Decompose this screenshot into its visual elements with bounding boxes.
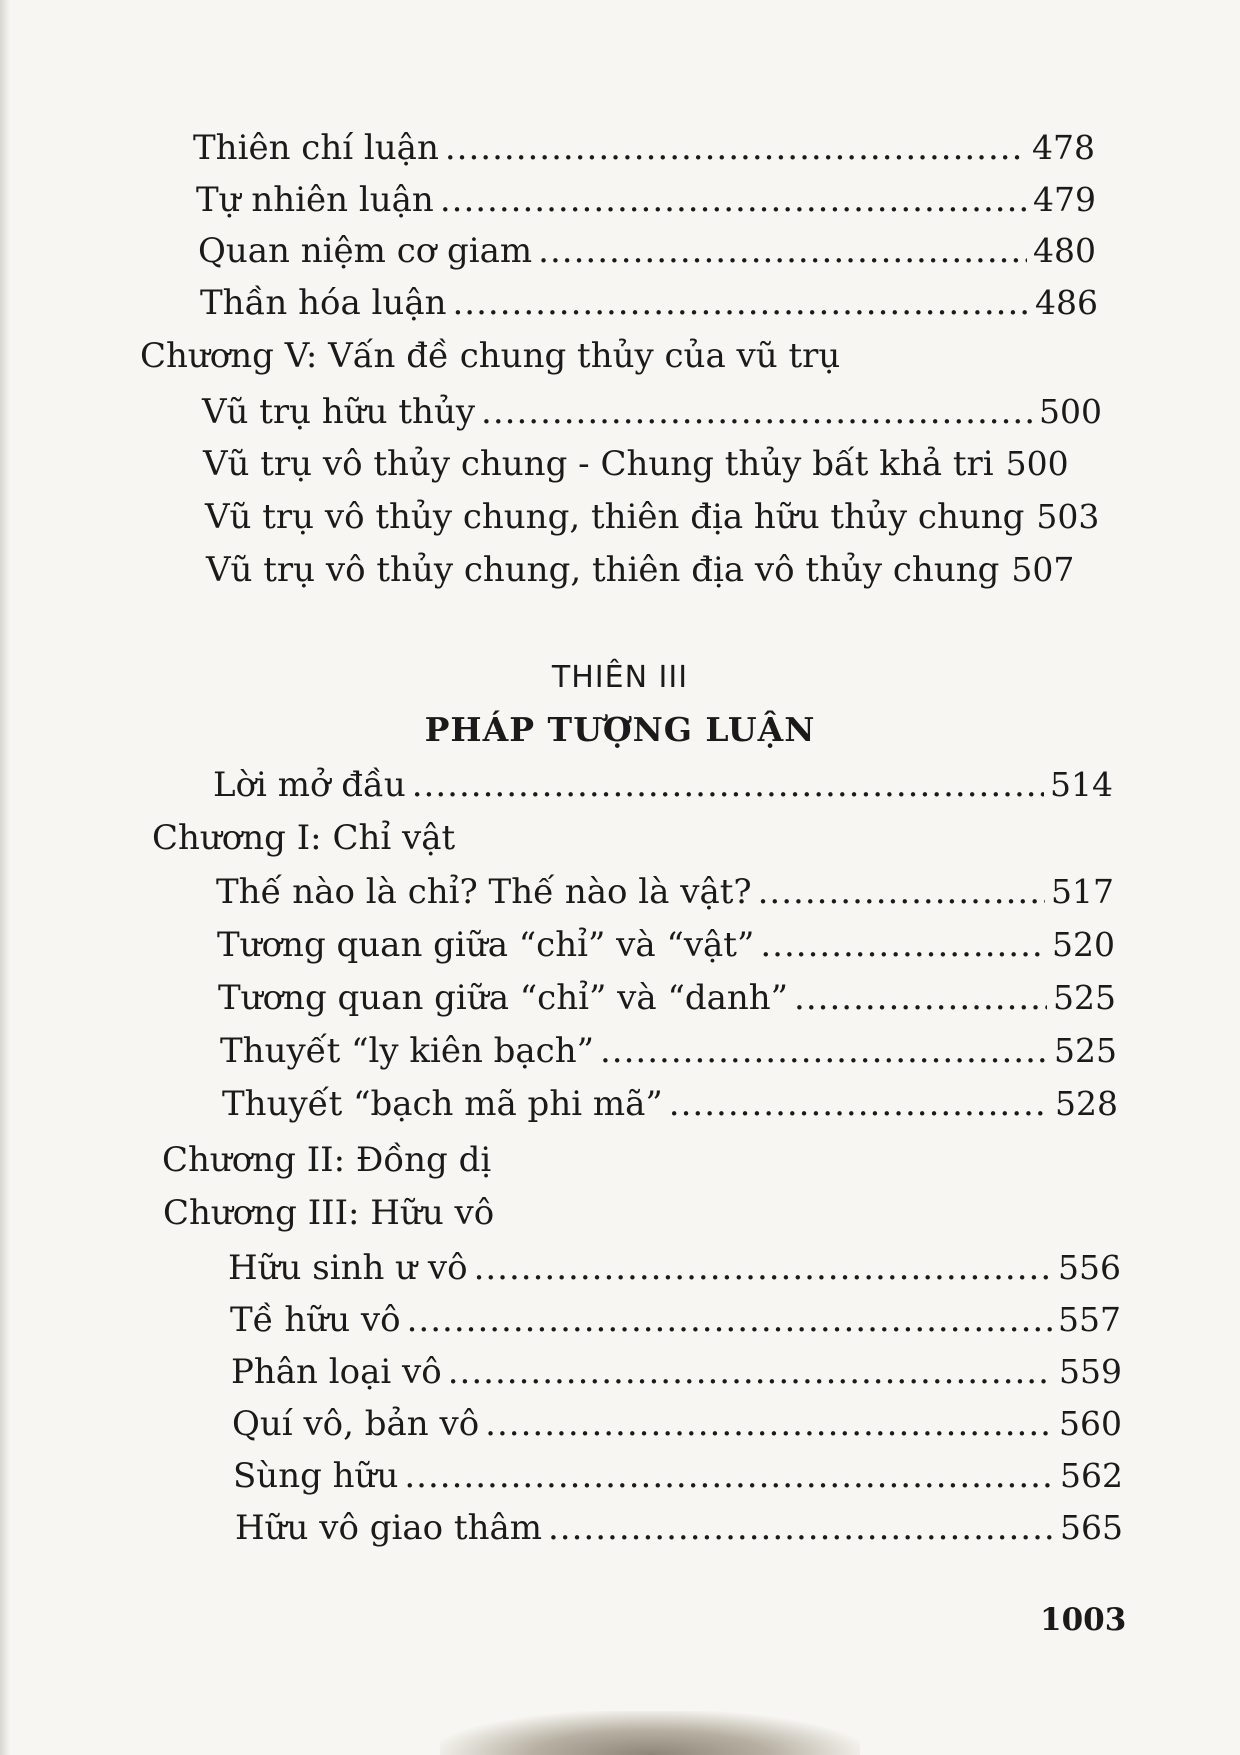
dot-leader bbox=[445, 128, 1026, 168]
toc-entry-page: 528 bbox=[1055, 1084, 1118, 1123]
toc-entry-page: 486 bbox=[1035, 283, 1098, 322]
chapter-heading: Chương III: Hữu vô bbox=[163, 1193, 495, 1233]
toc-entry-title: Hữu vô giao thâm bbox=[235, 1508, 542, 1548]
scan-shadow bbox=[440, 1711, 860, 1755]
toc-entry bbox=[203, 444, 1069, 484]
dot-leader bbox=[485, 1404, 1053, 1444]
toc-entry-title: Tề hữu vô bbox=[230, 1300, 401, 1340]
toc-entry-page: 560 bbox=[1059, 1404, 1122, 1443]
toc-entry-page: 562 bbox=[1060, 1456, 1123, 1495]
toc-entry bbox=[205, 497, 1099, 537]
chapter-heading: Chương I: Chỉ vật bbox=[152, 818, 456, 858]
dot-leader bbox=[412, 765, 1044, 805]
dot-leader bbox=[453, 283, 1030, 323]
toc-entry bbox=[193, 128, 1095, 168]
toc-entry-page: 556 bbox=[1058, 1248, 1121, 1287]
toc-entry-title: Sùng hữu bbox=[233, 1456, 399, 1496]
toc-entry bbox=[202, 392, 1102, 432]
toc-entry-title: Lời mở đầu bbox=[213, 765, 406, 805]
dot-leader bbox=[548, 1508, 1054, 1548]
toc-entry-title: Quí vô, bản vô bbox=[232, 1404, 480, 1444]
page-number: 1003 bbox=[1040, 1602, 1127, 1638]
dot-leader bbox=[404, 1456, 1054, 1496]
toc-entry-title: Hữu sinh ư vô bbox=[228, 1248, 468, 1288]
toc-entry-page: 557 bbox=[1058, 1300, 1121, 1339]
chapter-heading: Chương II: Đồng dị bbox=[162, 1140, 492, 1180]
toc-entry-title: Vũ trụ vô thủy chung, thiên địa vô thủy chung bbox=[206, 550, 1000, 590]
toc-entry bbox=[200, 283, 1098, 323]
toc-entry bbox=[228, 1248, 1121, 1288]
toc-entry bbox=[198, 231, 1096, 271]
toc-entry-page: 503 bbox=[1036, 497, 1100, 536]
part-label: THIÊN III bbox=[551, 660, 689, 695]
toc-entry-page: 478 bbox=[1032, 128, 1095, 167]
dot-leader bbox=[481, 392, 1033, 432]
toc-entry-title: Vũ trụ vô thủy chung - Chung thủy bất khả tri bbox=[203, 444, 994, 484]
toc-entry-title: Thuyết “bạch mã phi mã” bbox=[222, 1084, 663, 1124]
toc-entry-page: 525 bbox=[1053, 978, 1116, 1017]
toc-entry-page: 479 bbox=[1033, 180, 1096, 219]
toc-entry-page: 517 bbox=[1051, 872, 1114, 911]
toc-entry bbox=[196, 180, 1096, 220]
toc-entry bbox=[222, 1084, 1118, 1124]
dot-leader bbox=[794, 978, 1047, 1018]
toc-entry-title: Thuyết “ly kiên bạch” bbox=[220, 1031, 594, 1071]
toc-entry bbox=[213, 765, 1113, 805]
part-title: PHÁP TƯỢNG LUẬN bbox=[424, 710, 816, 749]
dot-leader bbox=[474, 1248, 1052, 1288]
toc-entry-title: Thiên chí luận bbox=[193, 128, 439, 168]
toc-entry-page: 500 bbox=[1039, 392, 1102, 431]
dot-leader bbox=[760, 925, 1046, 965]
dot-leader bbox=[407, 1300, 1052, 1340]
toc-entry-title: Tự nhiên luận bbox=[196, 180, 434, 220]
toc-entry-page: 565 bbox=[1060, 1508, 1123, 1547]
toc-entry bbox=[220, 1031, 1117, 1071]
toc-entry bbox=[233, 1456, 1123, 1496]
dot-leader bbox=[440, 180, 1027, 220]
dot-leader bbox=[538, 231, 1027, 271]
toc-entry bbox=[206, 550, 1074, 590]
toc-entry-title: Vũ trụ hữu thủy bbox=[202, 392, 476, 432]
toc-entry-page: 480 bbox=[1033, 231, 1096, 270]
toc-entry-page: 507 bbox=[1011, 550, 1075, 589]
toc-entry-title: Vũ trụ vô thủy chung, thiên địa hữu thủy chung bbox=[205, 497, 1025, 537]
dot-leader bbox=[600, 1031, 1048, 1071]
toc-entry-title: Thế nào là chỉ? Thế nào là vật? bbox=[216, 872, 752, 912]
toc-entry bbox=[231, 1352, 1122, 1392]
toc-entry-page: 500 bbox=[1005, 444, 1069, 483]
toc-entry-title: Quan niệm cơ giam bbox=[198, 231, 533, 271]
toc-entry bbox=[217, 925, 1115, 965]
toc-entry-title: Phân loại vô bbox=[231, 1352, 442, 1392]
dot-leader bbox=[669, 1084, 1049, 1124]
page-edge-shadow bbox=[0, 0, 10, 1755]
toc-entry-title: Tương quan giữa “chỉ” và “danh” bbox=[218, 978, 789, 1018]
toc-entry-page: 525 bbox=[1054, 1031, 1117, 1070]
toc-entry-page: 559 bbox=[1059, 1352, 1122, 1391]
dot-leader bbox=[758, 872, 1045, 912]
toc-entry-page: 514 bbox=[1050, 765, 1113, 804]
dot-leader bbox=[448, 1352, 1053, 1392]
toc-entry bbox=[218, 978, 1116, 1018]
toc-entry-title: Thần hóa luận bbox=[200, 283, 447, 323]
toc-entry-page: 520 bbox=[1052, 925, 1115, 964]
toc-entry-title: Tương quan giữa “chỉ” và “vật” bbox=[217, 925, 755, 965]
toc-entry bbox=[230, 1300, 1121, 1340]
toc-entry bbox=[232, 1404, 1122, 1444]
toc-entry bbox=[235, 1508, 1123, 1548]
chapter-heading: Chương V: Vấn đề chung thủy của vũ trụ bbox=[140, 336, 841, 376]
toc-entry bbox=[216, 872, 1114, 912]
